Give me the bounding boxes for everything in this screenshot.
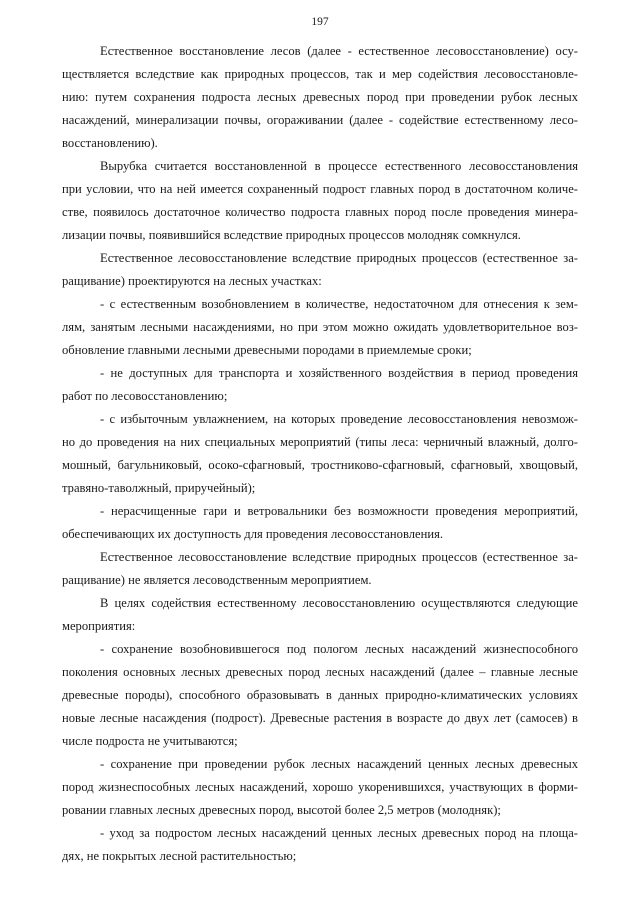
text-line: но до проведения на них специальных мероприятий (типы леса: черничный влажный, долго- — [62, 435, 578, 449]
text-line: ровании главных лесных древесных пород, высотой более 2,5 метров (молодняк); — [62, 803, 501, 817]
text-line: ращивание) не является лесоводственным мероприятием. — [62, 573, 372, 587]
text-line: - уход за подростом лесных насаждений ценных лесных древесных пород на площа- — [100, 826, 578, 840]
text-line: травяно-таволжный, приручейный); — [62, 481, 256, 495]
text-line: - сохранение при проведении рубок лесных насаждений ценных лесных древесных — [100, 757, 578, 771]
page-number: 197 — [311, 16, 329, 28]
text-line: - не доступных для транспорта и хозяйственного воздействия в период проведения — [100, 366, 578, 380]
text-line: Естественное восстановление лесов (далее - естественное лесовосстановление) осу- — [100, 44, 578, 58]
text-line: - сохранение возобновившегося под пологом лесных насаждений жизнеспособного — [100, 642, 578, 656]
text-line: поколения основных лесных древесных пород лесных насаждений (далее – главные лесные — [62, 665, 578, 679]
text-line: мошный, багульниковый, осоко-сфагновый, тростниково-сфагновый, сфагновый, хвощовый, — [62, 458, 578, 472]
text-line: мероприятия: — [62, 619, 136, 633]
text-line: числе подроста не учитываются; — [62, 734, 238, 748]
text-line: при условии, что на ней имеется сохраненный подрост главных пород в достаточном количе- — [62, 182, 578, 196]
text-line: - с избыточным увлажнением, на которых проведение лесовосстановления невозмож- — [100, 412, 578, 426]
text-line: работ по лесовосстановлению; — [62, 389, 228, 403]
text-line: - с естественным возобновлением в количестве, недостаточном для отнесения к зем- — [100, 297, 578, 311]
text-line: насаждений, минерализации почвы, огораживании (далее - содействие естественному лесо- — [62, 113, 578, 127]
text-line: ращивание) проектируются на лесных участках: — [62, 274, 322, 288]
text-line: Естественное лесовосстановление вследствие природных процессов (естественное за- — [100, 550, 578, 564]
text-line: В целях содействия естественному лесовосстановлению осуществляются следующие — [100, 596, 578, 610]
text-line: Вырубка считается восстановленной в процессе естественного лесовосстановления — [100, 159, 578, 173]
text-line: Естественное лесовосстановление вследствие природных процессов (естественное за- — [100, 251, 578, 265]
text-line: дях, не покрытых лесной растительностью; — [62, 849, 297, 863]
text-line: пород жизнеспособных лесных насаждений, хорошо укоренившихся, участвующих в форми- — [62, 780, 578, 794]
text-line: - нерасчищенные гари и ветровальники без возможности проведения мероприятий, — [100, 504, 578, 518]
text-line: обеспечивающих их доступность для проведения лесовосстановления. — [62, 527, 444, 541]
text-line: новые лесные насаждения (подрост). Древесные растения в возрасте до двух лет (самосев) в — [62, 711, 578, 725]
text-line: древесные породы), способного образовывать в данных природно-климатических условиях — [62, 688, 578, 702]
text-line: лизации почвы, появившийся вследствие природных процессов молодняк сомкнулся. — [62, 228, 521, 242]
text-line: лям, занятым лесными насаждениями, но при этом можно ожидать удовлетворительное воз- — [62, 320, 578, 334]
text-line: восстановлению). — [62, 136, 158, 150]
text-line: нию: путем сохранения подроста лесных древесных пород при проведении рубок лесных — [62, 90, 578, 104]
text-line: обновление главными лесными древесными породами в приемлемые сроки; — [62, 343, 472, 357]
text-line: стве, появилось достаточное количество подроста главных пород после проведения минера- — [62, 205, 578, 219]
text-line: ществляется вследствие как природных процессов, так и мер содействия лесовосстановле- — [62, 67, 578, 81]
